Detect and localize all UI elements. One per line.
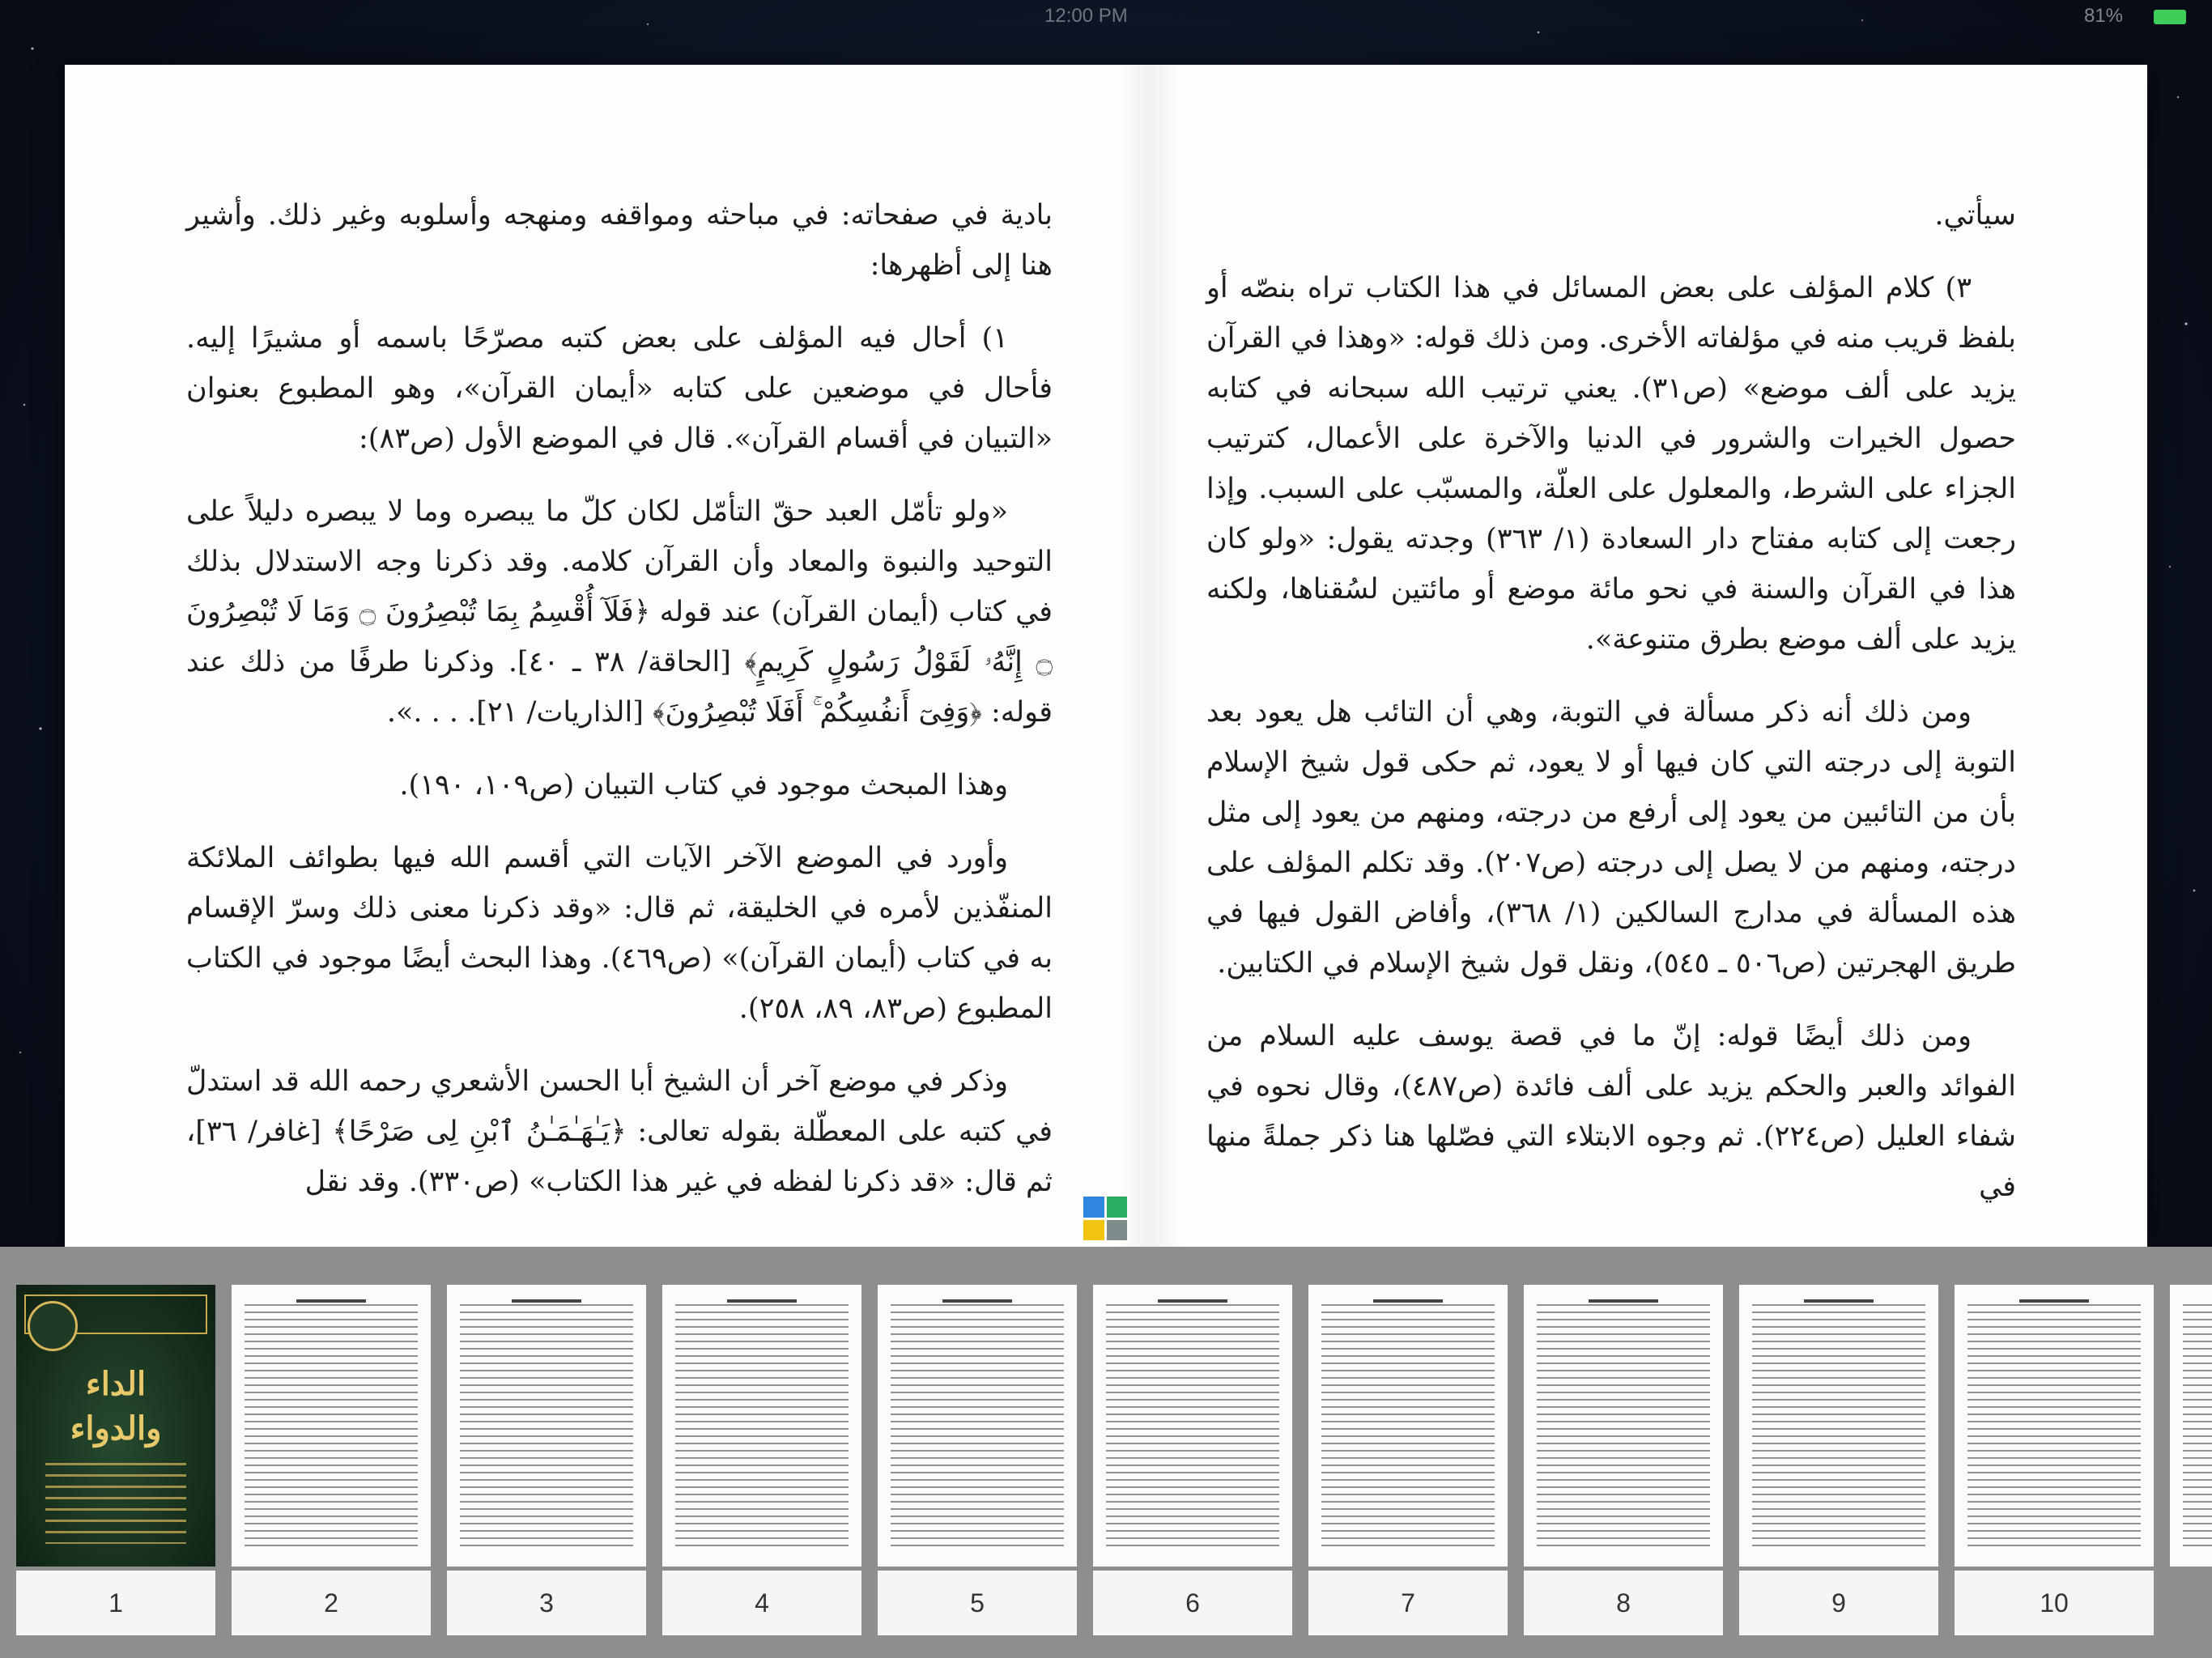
paragraph: وهذا المبحث موجود في كتاب التبيان (ص١٠٩، ١٩٠). bbox=[399, 769, 1008, 801]
page-thumbnail[interactable] bbox=[662, 1285, 861, 1567]
page-thumbnail[interactable] bbox=[16, 1285, 215, 1567]
page-thumbnail[interactable] bbox=[447, 1285, 646, 1567]
thumb-heading-line bbox=[1158, 1299, 1227, 1303]
seal-icon bbox=[28, 1301, 78, 1351]
thumbnail-page-number[interactable]: 5 bbox=[878, 1571, 1077, 1635]
thumb-text-lines bbox=[675, 1304, 849, 1550]
page-thumbnail[interactable] bbox=[1308, 1285, 1508, 1567]
page-thumbnail[interactable] bbox=[1739, 1285, 1938, 1567]
thumbnail-page-number[interactable]: 10 bbox=[1955, 1571, 2154, 1635]
paragraph: ١) أحال فيه المؤلف على بعض كتبه مصرّحًا باسمه أو مشيرًا إليه. فأحال في موضعين على كتابه «أيمان القرآن»، وهو المطبوع بعنوان «التبيان في أقسام القرآن». قال في الموضع الأول (ص٨٣): bbox=[186, 322, 1053, 455]
thumbnail-page-number[interactable]: 1 bbox=[16, 1571, 215, 1635]
thumb-text-lines bbox=[2183, 1304, 2212, 1550]
thumb-heading-line bbox=[512, 1299, 581, 1303]
thumbnail-page-number[interactable]: 2 bbox=[232, 1571, 431, 1635]
thumb-heading-line bbox=[942, 1299, 1012, 1303]
thumbnail-strip[interactable] bbox=[0, 1247, 2212, 1658]
status-bar bbox=[0, 0, 2212, 32]
thumb-heading-line bbox=[2019, 1299, 2089, 1303]
right-text-column bbox=[1206, 190, 2016, 1235]
status-time: 12:00 PM bbox=[1044, 5, 1128, 27]
paragraph: وذكر في موضع آخر أن الشيخ أبا الحسن الأشعري رحمه الله قد استدلّ في كتبه على المعطّلة بقوله تعالى: ﴿يَـٰهَـٰمَـٰنُ ٱبْنِ لِى صَرْحًا﴾ [غافر/ ٣٦]، ثم قال: «قد ذكرنا لفظه في غير هذا الكتاب» (ص٣٣٠). وقد نقل bbox=[186, 1065, 1053, 1198]
thumb-text-lines bbox=[1967, 1304, 2141, 1550]
page-thumbnail[interactable] bbox=[1524, 1285, 1723, 1567]
paragraph: سيأتي. bbox=[1934, 199, 2016, 232]
page-thumbnail[interactable] bbox=[1093, 1285, 1292, 1567]
thumb-text-lines bbox=[1537, 1304, 1710, 1550]
thumbnail-page-number[interactable]: 4 bbox=[662, 1571, 861, 1635]
cover-title: الداء والدواء bbox=[70, 1365, 162, 1448]
page-thumbnail[interactable] bbox=[232, 1285, 431, 1567]
thumb-text-lines bbox=[891, 1304, 1064, 1550]
thumb-text-lines bbox=[460, 1304, 633, 1550]
battery-percent: 81% bbox=[2083, 5, 2123, 27]
paragraph: «ولو تأمّل العبد حقّ التأمّل لكان كلّ ما يبصره وما لا يبصره دليلاً على التوحيد والنبوة والمعاد وأن القرآن كلامه. وقد ذكرنا وجه الاستدلال بذلك في كتاب (أيمان القرآن) عند قوله ﴿فَلَآ أُقْسِمُ بِمَا تُبْصِرُونَ ۝ وَمَا لَا تُبْصِرُونَ ۝ إِنَّهُۥ لَقَوْلُ رَسُولٍ كَرِيمٍ﴾ [الحاقة/ ٣٨ ـ ٤٠]. وذكرنا طرفًا من ذلك عند قوله: ﴿وَفِىٓ أَنفُسِكُمْ ۚ أَفَلَا تُبْصِرُونَ﴾ [الذاريات/ ٢١]. . . .». bbox=[186, 495, 1053, 729]
page-thumbnail[interactable] bbox=[1955, 1285, 2154, 1567]
thumbnail-page-number[interactable]: 9 bbox=[1739, 1571, 1938, 1635]
left-text-column bbox=[186, 190, 1053, 1230]
app-logo-icon[interactable] bbox=[1083, 1197, 1127, 1240]
thumb-text-lines bbox=[1106, 1304, 1279, 1550]
paragraph: ٣) كلام المؤلف على بعض المسائل في هذا الكتاب تراه بنصّه أو بلفظ قريب منه في مؤلفاته الأخرى. ومن ذلك قوله: «وهذا في القرآن يزيد على ألف موضع» (ص٣١). يعني ترتيب الله سبحانه في كتابه حصول الخيرات والشرور في الدنيا والآخرة على الأعمال، كترتيب الجزاء على الشرط، والمعلول على العلّة، والمسبّب على السبب. وإذا رجعت إلى كتابه مفتاح دار السعادة (١/ ٣٦٣) وجدته يقول: «ولو كان هذا في القرآن والسنة في نحو مائة موضع أو مائتين لسُقناها، ولكنه يزيد على ألف موضع بطرق متنوعة». bbox=[1206, 272, 2017, 656]
paragraph: بادية في صفحاته: في مباحثه ومواقفه ومنهجه وأسلوبه وغير ذلك. وأشير هنا إلى أظهرها: bbox=[186, 199, 1053, 282]
paragraph: ومن ذلك أيضًا قوله: إنّ ما في قصة يوسف عليه السلام من الفوائد والعبر والحكم يزيد على ألف فائدة (ص٤٨٧)، وقال نحوه في شفاء العليل (ص٢٢٤). ثم وجوه الابتلاء التي فصّلها هنا ذكر جملةً منها في bbox=[1206, 1020, 2016, 1203]
thumb-heading-line bbox=[727, 1299, 797, 1303]
thumb-heading-line bbox=[1373, 1299, 1443, 1303]
thumb-heading-line bbox=[1589, 1299, 1658, 1303]
thumb-text-lines bbox=[1752, 1304, 1925, 1550]
paragraph: ومن ذلك أنه ذكر مسألة في التوبة، وهي أن التائب هل يعود بعد التوبة إلى درجته التي كان فيها أو لا يعود، ثم حكى قول شيخ الإسلام بأن من التائبين من يعود إلى أرفع من درجته، ومنهم من يعود إلى مثل درجته، ومنهم من لا يصل إلى درجته (ص٢٠٧). وقد تكلم المؤلف على هذه المسألة في مدارج السالكين (١/ ٣٦٨)، وأفاض القول فيها في طريق الهجرتين (ص٥٠٦ ـ ٥٤٥)، ونقل قول شيخ الإسلام في الكتابين. bbox=[1206, 696, 2016, 980]
cover-text-lines bbox=[45, 1463, 186, 1544]
thumb-heading-line bbox=[296, 1299, 366, 1303]
thumbnail-page-number[interactable]: 3 bbox=[447, 1571, 646, 1635]
document-page[interactable] bbox=[65, 65, 2147, 1247]
thumbnail-page-number[interactable]: 8 bbox=[1524, 1571, 1723, 1635]
thumbnail-page-number[interactable]: 6 bbox=[1093, 1571, 1292, 1635]
page-spine-shadow bbox=[1117, 65, 1182, 1247]
battery-icon bbox=[2154, 10, 2186, 24]
page-thumbnail-partial[interactable] bbox=[2170, 1285, 2212, 1567]
thumbnail-page-number[interactable]: 7 bbox=[1308, 1571, 1508, 1635]
paragraph: وأورد في الموضع الآخر الآيات التي أقسم الله فيها بطوائف الملائكة المنفّذين لأمره في الخليقة، ثم قال: «وقد ذكرنا معنى ذلك وسرّ الإقسام به في كتاب (أيمان القرآن)» (ص٤٦٩). وهذا البحث أيضًا موجود في الكتاب المطبوع (ص٨٣، ٨٩، ٢٥٨). bbox=[186, 842, 1053, 1025]
page-thumbnail[interactable] bbox=[878, 1285, 1077, 1567]
thumb-text-lines bbox=[245, 1304, 418, 1550]
thumb-heading-line bbox=[1804, 1299, 1874, 1303]
thumb-text-lines bbox=[1321, 1304, 1495, 1550]
